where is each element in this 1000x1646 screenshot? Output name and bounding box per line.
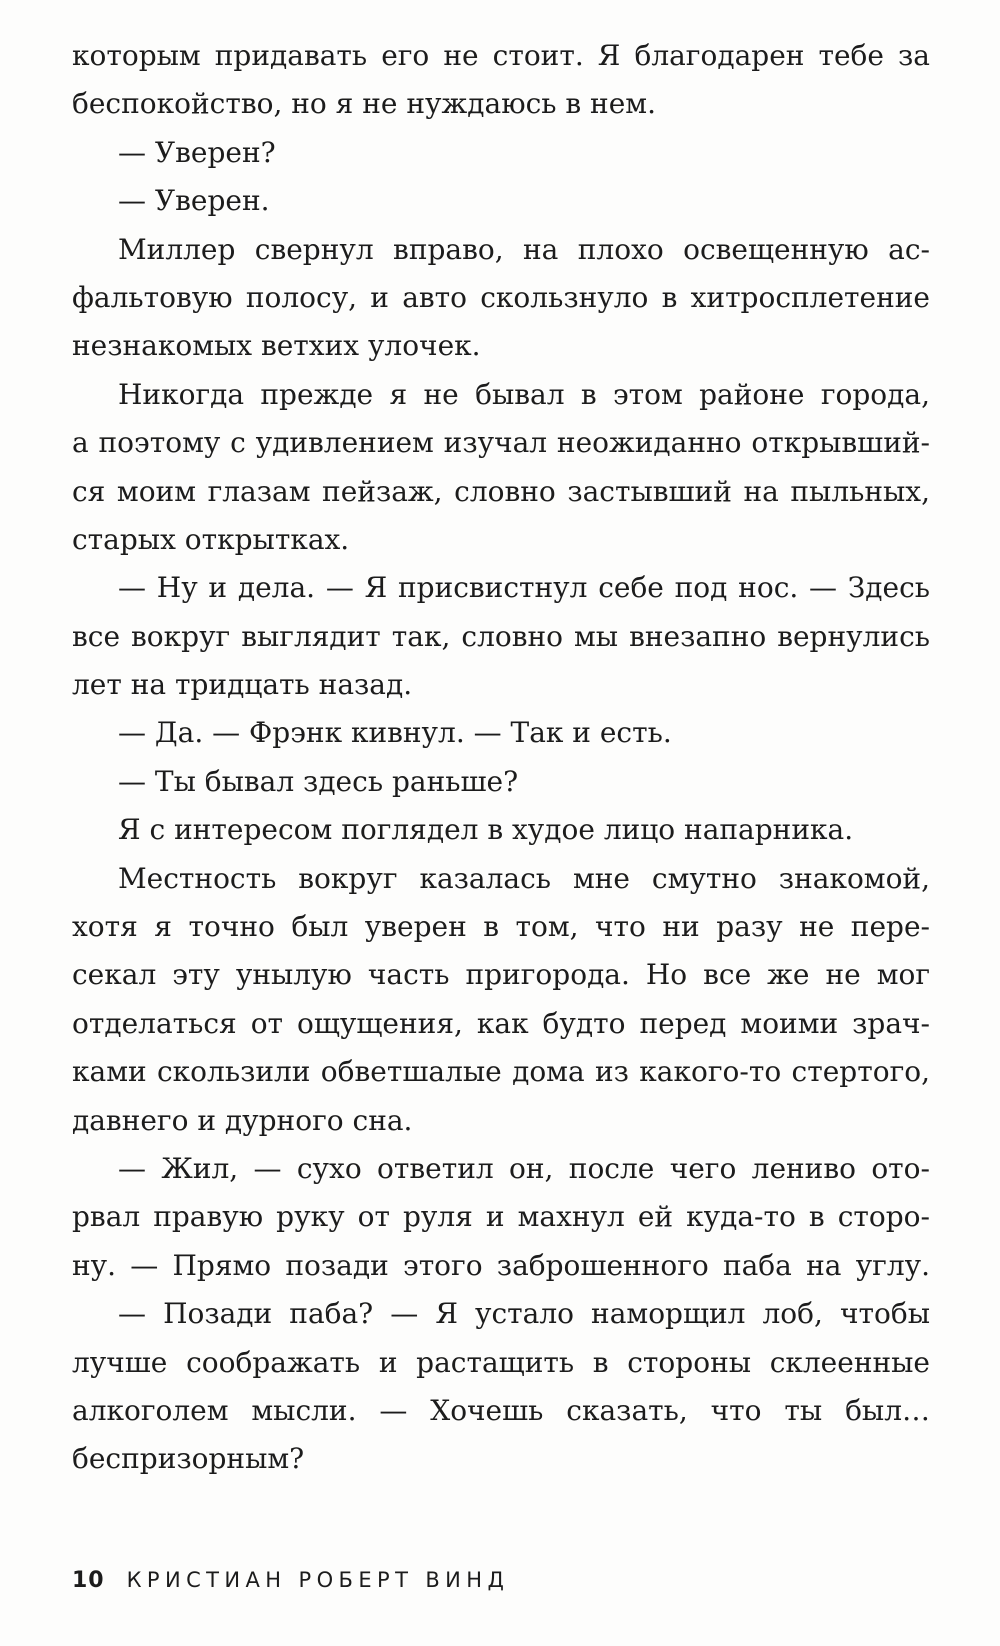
text-line: Никогда прежде я не бывал в этом районе города, — [118, 377, 930, 411]
text-line: — Позади паба? — Я устало наморщил лоб, чтобы — [118, 1297, 930, 1331]
text-line: рвал правую руку от руля и махнул ей куда-то в сторо- — [72, 1200, 930, 1234]
running-title-author: КРИСТИАН РОБЕРТ ВИНД — [126, 1568, 510, 1592]
text-line: ся моим глазам пейзаж, словно застывший на пыльных, — [72, 474, 930, 508]
text-line: незнакомых ветхих улочек. — [72, 329, 481, 363]
text-line: Я с интересом поглядел в худое лицо напарника. — [118, 813, 854, 847]
text-line: лучше соображать и растащить в стороны склеенные — [72, 1345, 930, 1379]
text-line: отделаться от ощущения, как будто перед моими зрач- — [72, 1006, 930, 1040]
text-line: алкоголем мысли. — Хочешь сказать, что ты был… — [72, 1393, 930, 1427]
text-line: секал эту унылую часть пригорода. Но все же не мог — [72, 958, 930, 992]
text-line: все вокруг выглядит так, словно мы внезапно вернулись — [72, 619, 930, 653]
text-line: беспризорным? — [72, 1442, 305, 1476]
text-line: ну. — Прямо позади этого заброшенного паба на углу. — [72, 1248, 930, 1282]
text-line: — Да. — Фрэнк кивнул. — Так и есть. — [118, 716, 672, 750]
text-line: фальтовую полосу, и авто скользнуло в хитросплетение — [72, 280, 930, 314]
text-line: хотя я точно был уверен в том, что ни разу не пере- — [72, 910, 930, 944]
text-line: а поэтому с удивлением изучал неожиданно открывший- — [72, 426, 930, 460]
text-line: Миллер свернул вправо, на плохо освещенную ас- — [118, 232, 930, 266]
text-line: лет на тридцать назад. — [72, 668, 413, 702]
text-line: — Уверен. — [118, 184, 270, 218]
text-line: — Уверен? — [118, 135, 276, 169]
text-line: — Ну и дела. — Я присвистнул себе под нос. — Здесь — [118, 571, 930, 605]
text-line: Местность вокруг казалась мне смутно знакомой, — [118, 861, 930, 895]
text-line: беспокойство, но я не нуждаюсь в нем. — [72, 87, 656, 121]
page-footer — [72, 1568, 509, 1604]
text-line: ками скользили обветшалые дома из какого-то стертого, — [72, 1055, 930, 1089]
text-line: которым придавать его не стоит. Я благодарен тебе за — [72, 39, 930, 72]
body-text — [72, 32, 930, 1484]
text-line: — Жил, — сухо ответил он, после чего лениво ото- — [118, 1151, 930, 1185]
page-number: 10 — [72, 1568, 105, 1593]
text-line: давнего и дурного сна. — [72, 1103, 413, 1137]
text-line: — Ты бывал здесь раньше? — [118, 764, 519, 798]
text-line: старых открытках. — [72, 522, 350, 556]
